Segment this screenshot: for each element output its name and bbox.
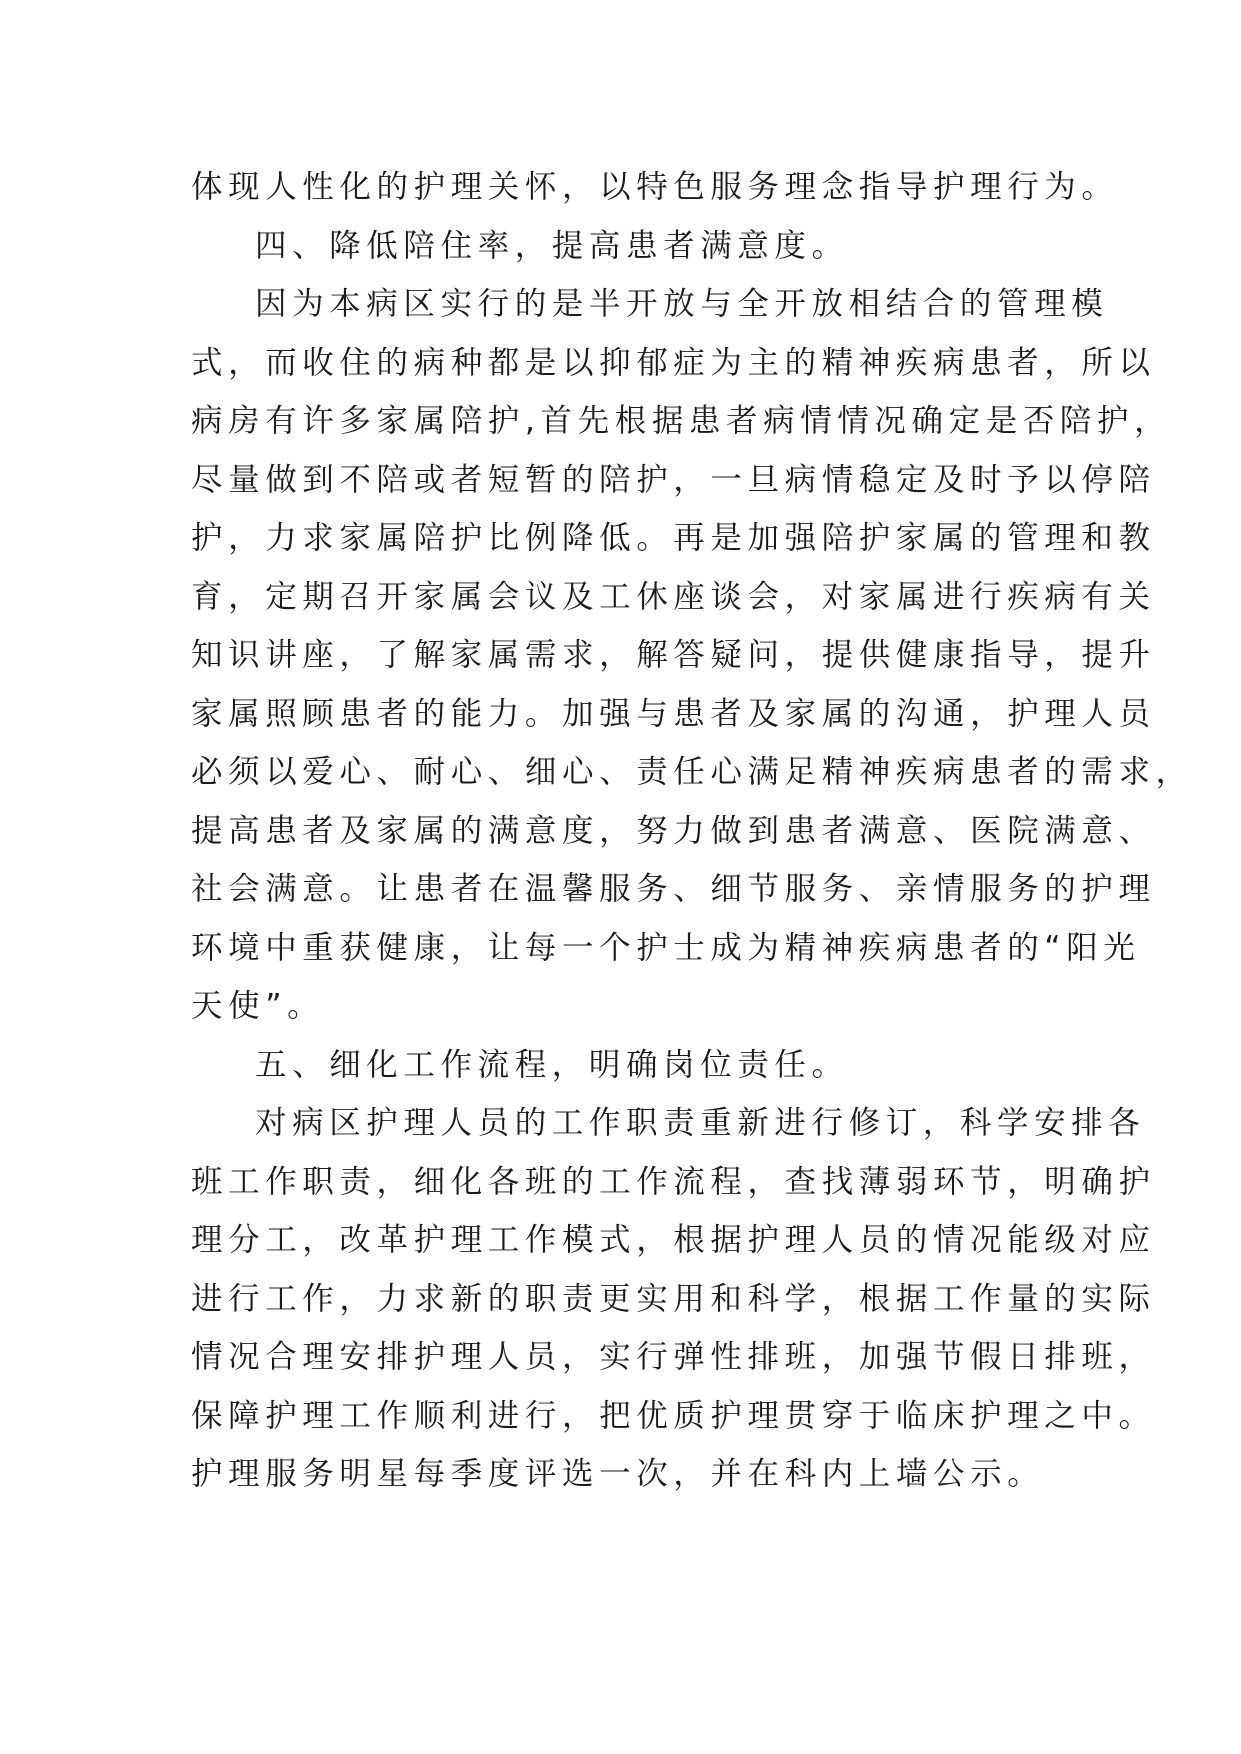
text-line: 式，而收住的病种都是以抑郁症为主的精神疾病患者，所以 xyxy=(191,344,1156,381)
text-line: 病房有许多家属陪护,首先根据患者病情情况确定是否陪护， xyxy=(191,403,1172,439)
text-line: 班工作职责，细化各班的工作流程，查找薄弱环节，明确护 xyxy=(191,1163,1156,1200)
text-line: 护，力求家属陪护比例降低。再是加强陪护家属的管理和教 xyxy=(191,520,1156,556)
section-heading: 四、降低陪住率，提高患者满意度。 xyxy=(255,227,849,264)
text-line: 提高患者及家属的满意度，努力做到患者满意、医院满意、 xyxy=(191,812,1156,849)
document-page xyxy=(191,158,1193,1504)
text-line: 体现人性化的护理关怀，以特色服务理念指导护理行为。 xyxy=(191,169,1119,205)
text-line: 天使”。 xyxy=(191,988,325,1024)
text-line: 育，定期召开家属会议及工休座谈会，对家属进行疾病有关 xyxy=(191,578,1156,615)
section-heading: 五、细化工作流程，明确岗位责任。 xyxy=(255,1046,849,1083)
text-line: 情况合理安排护理人员，实行弹性排班，加强节假日排班， xyxy=(191,1339,1156,1375)
text-line: 环境中重获健康，让每一个护士成为精神疾病患者的“阳光 xyxy=(191,929,1141,966)
text-line: 进行工作，力求新的职责更实用和科学，根据工作量的实际 xyxy=(191,1280,1156,1317)
text-line: 护理服务明星每季度评选一次，并在科内上墙公示。 xyxy=(191,1456,1045,1492)
text-line: 保障护理工作顺利进行，把优质护理贯穿于临床护理之中。 xyxy=(191,1397,1156,1434)
text-line: 因为本病区实行的是半开放与全开放相结合的管理模 xyxy=(255,286,1109,322)
text-line: 社会满意。让患者在温馨服务、细节服务、亲情服务的护理 xyxy=(191,871,1156,907)
text-line: 尽量做到不陪或者短暂的陪护，一旦病情稳定及时予以停陪 xyxy=(191,461,1156,498)
text-line: 理分工，改革护理工作模式，根据护理人员的情况能级对应 xyxy=(191,1222,1156,1258)
text-line: 必须以爱心、耐心、细心、责任心满足精神疾病患者的需求， xyxy=(191,754,1193,790)
text-line: 知识讲座，了解家属需求，解答疑问，提供健康指导，提升 xyxy=(191,637,1156,673)
text-line: 家属照顾患者的能力。加强与患者及家属的沟通，护理人员 xyxy=(191,695,1156,732)
text-line: 对病区护理人员的工作职责重新进行修订，科学安排各 xyxy=(255,1105,1146,1141)
